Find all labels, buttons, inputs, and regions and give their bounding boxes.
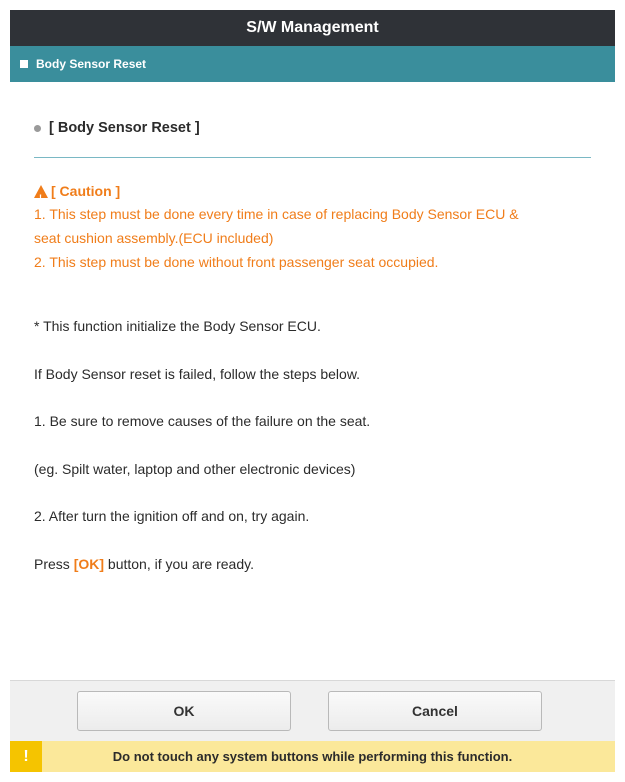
- section-title: [ Body Sensor Reset ]: [49, 120, 200, 136]
- window-title-text: S/W Management: [246, 19, 379, 36]
- info-line-4: (eg. Spilt water, laptop and other electronic devices): [34, 460, 356, 477]
- bullet-icon: [34, 125, 41, 132]
- press-ok-line: [34, 556, 591, 604]
- caution-line-3: 2. This step must be done without front passenger seat occupied.: [34, 254, 439, 270]
- button-bar: [10, 680, 615, 743]
- instructions: [34, 318, 591, 603]
- sw-management-dialog: [10, 10, 615, 772]
- main-content: [10, 120, 615, 603]
- subheader: [10, 46, 615, 82]
- footer-warning-text: Do not touch any system buttons while performing this function.: [112, 749, 513, 764]
- info-line-2: If Body Sensor reset is failed, follow the steps below.: [34, 365, 361, 382]
- exclamation-icon: !: [10, 741, 42, 772]
- window-title: [10, 10, 615, 46]
- press-suffix: button, if you are ready.: [104, 555, 254, 572]
- section-heading: [34, 120, 591, 136]
- caution-title: [ Caution ]: [51, 183, 121, 199]
- caution-block: [34, 180, 591, 274]
- warning-triangle-icon: [34, 185, 48, 198]
- cancel-button[interactable]: Cancel: [328, 691, 542, 731]
- info-line-5: 2. After turn the ignition off and on, try again.: [34, 508, 310, 524]
- caution-heading: [34, 180, 591, 202]
- ok-button[interactable]: OK: [77, 691, 291, 731]
- press-prefix: Press: [34, 555, 74, 572]
- caution-line-1: 1. This step must be done every time in case of replacing Body Sensor ECU &: [34, 206, 519, 222]
- info-line-1: * This function initialize the Body Sensor ECU.: [34, 318, 321, 334]
- section-divider: [34, 157, 591, 158]
- warning-footer: [10, 741, 615, 772]
- ok-highlight: [OK]: [73, 555, 105, 572]
- subheader-label: Body Sensor Reset: [36, 57, 147, 71]
- info-line-3: 1. Be sure to remove causes of the failure on the seat.: [34, 413, 371, 429]
- caution-line-2: seat cushion assembly.(ECU included): [34, 230, 274, 246]
- square-icon: [20, 60, 28, 68]
